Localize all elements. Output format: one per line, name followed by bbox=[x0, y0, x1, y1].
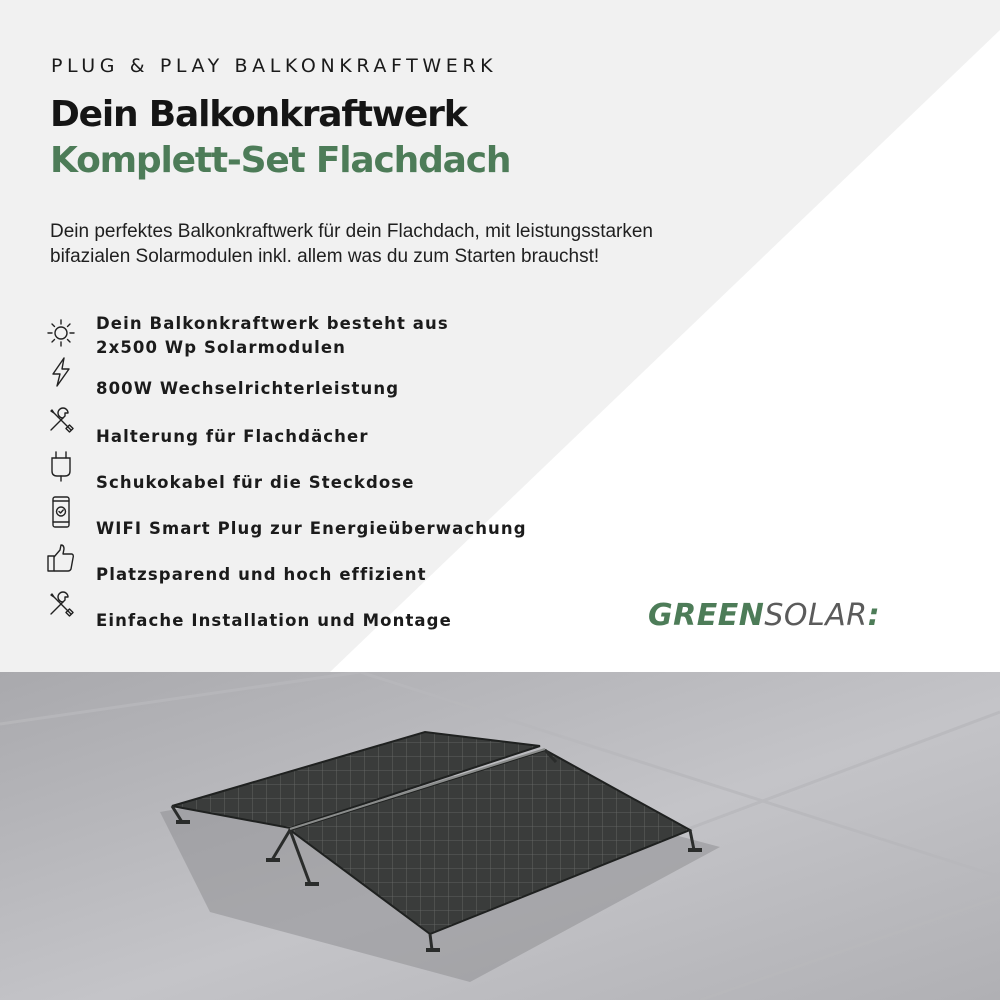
plug-icon bbox=[44, 449, 78, 483]
feature-label: 800W Wechselrichterleistung bbox=[96, 379, 400, 398]
title-line-1: Dein Balkonkraftwerk bbox=[50, 94, 467, 135]
feature-label: Dein Balkonkraftwerk besteht aus 2x500 Wp Solarmodulen bbox=[96, 314, 449, 357]
feature-label: WIFI Smart Plug zur Energieüberwachung bbox=[96, 519, 527, 538]
eyebrow-label: PLUG & PLAY BALKONKRAFTWERK bbox=[51, 55, 498, 77]
thumbs-up-icon bbox=[44, 541, 78, 575]
feature-label: Einfache Installation und Montage bbox=[96, 611, 452, 630]
feature-label: Platzsparend und hoch effizient bbox=[96, 565, 427, 584]
feature-label: Halterung für Flachdächer bbox=[96, 427, 369, 446]
lightning-icon bbox=[44, 355, 78, 389]
product-photo bbox=[0, 672, 1000, 1000]
tools-icon bbox=[44, 403, 78, 437]
smartphone-icon bbox=[44, 495, 78, 529]
tools-icon bbox=[44, 587, 78, 621]
greensolar-logo: GREENSOLAR: bbox=[648, 598, 881, 633]
feature-label: Schukokabel für die Steckdose bbox=[96, 473, 415, 492]
title-line-2: Komplett-Set Flachdach bbox=[50, 140, 511, 181]
page-title bbox=[50, 92, 510, 184]
intro-line-1: Dein perfektes Balkonkraftwerk für dein Flachdach, mit leistungsstarken bbox=[50, 221, 653, 242]
solar-panel-illustration bbox=[0, 672, 1000, 1000]
intro-text bbox=[50, 219, 790, 269]
intro-line-2: bifazialen Solarmodulen inkl. allem was du zum Starten brauchst! bbox=[50, 246, 600, 267]
sun-icon bbox=[44, 316, 78, 350]
